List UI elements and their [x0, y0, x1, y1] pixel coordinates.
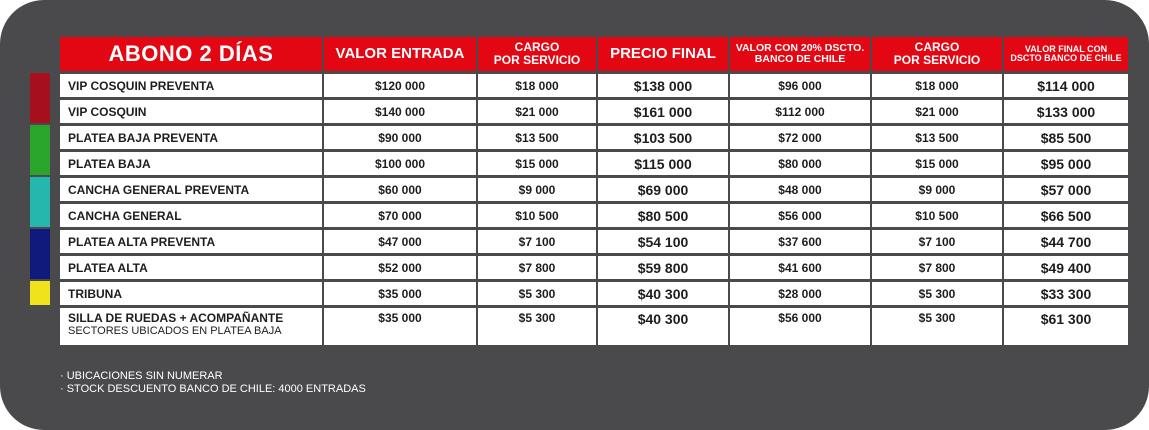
table-title: ABONO 2 DÍAS — [60, 37, 322, 71]
cell-precio-final: $138 000 — [598, 74, 728, 97]
cell-cargo: $9 000 — [478, 178, 596, 201]
table-row — [60, 100, 1128, 123]
cell-cargo-2: $21 000 — [872, 100, 1002, 123]
table-row — [60, 256, 1128, 279]
header-line: POR SERVICIO — [893, 53, 981, 67]
table-row — [60, 126, 1128, 149]
header-line: VALOR FINAL CON — [1024, 43, 1108, 54]
cell-cargo-2: $7 100 — [872, 230, 1002, 253]
footnote: · STOCK DESCUENTO BANCO DE CHILE: 4000 ENTRADAS — [60, 383, 366, 395]
cell-valor-entrada: $60 000 — [324, 178, 476, 201]
table-row — [60, 204, 1128, 227]
header-valor-entrada: VALOR ENTRADA — [324, 37, 476, 71]
cell-valor-entrada: $140 000 — [324, 100, 476, 123]
cell-precio-final: $103 500 — [598, 126, 728, 149]
cell-valor-dscto: $37 600 — [730, 230, 870, 253]
cell-cargo: $5 300 — [478, 308, 596, 345]
cell-precio-final: $115 000 — [598, 152, 728, 175]
table-row — [60, 178, 1128, 201]
table-row — [60, 74, 1128, 97]
cell-final-dscto: $114 000 — [1004, 74, 1128, 97]
row-name-main: SILLA DE RUEDAS + ACOMPAÑANTE — [68, 311, 284, 325]
cell-final-dscto: $44 700 — [1004, 230, 1128, 253]
sector-color-platea-alta — [30, 229, 50, 279]
cell-precio-final: $40 300 — [598, 282, 728, 305]
row-name: VIP COSQUIN PREVENTA — [60, 74, 322, 97]
cell-cargo-2: $5 300 — [872, 282, 1002, 305]
cell-valor-dscto: $72 000 — [730, 126, 870, 149]
cell-precio-final: $80 500 — [598, 204, 728, 227]
cell-cargo: $5 300 — [478, 282, 596, 305]
row-name-sub: SECTORES UBICADOS EN PLATEA BAJA — [68, 325, 282, 337]
cell-valor-entrada: $70 000 — [324, 204, 476, 227]
cell-final-dscto: $66 500 — [1004, 204, 1128, 227]
row-name: VIP COSQUIN — [60, 100, 322, 123]
row-name: CANCHA GENERAL PREVENTA — [60, 178, 322, 201]
cell-valor-dscto: $48 000 — [730, 178, 870, 201]
header-cargo-servicio — [478, 37, 596, 71]
row-name: CANCHA GENERAL — [60, 204, 322, 227]
header-line: CARGO — [914, 40, 960, 55]
row-name: PLATEA BAJA — [60, 152, 322, 175]
cell-valor-entrada: $35 000 — [324, 282, 476, 305]
table-row — [60, 230, 1128, 253]
header-line: BANCO DE CHILE — [754, 53, 846, 65]
price-table — [58, 34, 1130, 348]
row-name: PLATEA ALTA — [60, 256, 322, 279]
cell-cargo-2: $5 300 — [872, 308, 1002, 345]
header-valor-final-dscto — [1004, 37, 1128, 71]
row-name — [60, 308, 322, 345]
cell-cargo: $15 000 — [478, 152, 596, 175]
cell-valor-dscto: $56 000 — [730, 308, 870, 345]
cell-final-dscto: $85 500 — [1004, 126, 1128, 149]
row-name: PLATEA BAJA PREVENTA — [60, 126, 322, 149]
sector-color-cancha-general — [30, 177, 50, 227]
cell-precio-final: $54 100 — [598, 230, 728, 253]
header-row — [60, 37, 1128, 71]
sector-color-platea-baja — [30, 125, 50, 175]
cell-cargo-2: $9 000 — [872, 178, 1002, 201]
cell-cargo: $18 000 — [478, 74, 596, 97]
cell-valor-entrada: $90 000 — [324, 126, 476, 149]
cell-cargo-2: $7 800 — [872, 256, 1002, 279]
cell-valor-dscto: $112 000 — [730, 100, 870, 123]
cell-precio-final: $161 000 — [598, 100, 728, 123]
header-line: CARGO — [514, 40, 560, 55]
cell-final-dscto: $133 000 — [1004, 100, 1128, 123]
cell-cargo-2: $15 000 — [872, 152, 1002, 175]
cell-final-dscto: $95 000 — [1004, 152, 1128, 175]
cell-final-dscto: $49 400 — [1004, 256, 1128, 279]
cell-cargo: $21 000 — [478, 100, 596, 123]
row-name: PLATEA ALTA PREVENTA — [60, 230, 322, 253]
cell-cargo: $10 500 — [478, 204, 596, 227]
cell-final-dscto: $57 000 — [1004, 178, 1128, 201]
header-valor-dscto — [730, 37, 870, 71]
cell-cargo-2: $10 500 — [872, 204, 1002, 227]
cell-valor-entrada: $100 000 — [324, 152, 476, 175]
footnote: · UBICACIONES SIN NUMERAR — [60, 370, 223, 382]
header-cargo-servicio-2 — [872, 37, 1002, 71]
cell-precio-final: $59 800 — [598, 256, 728, 279]
cell-cargo-2: $18 000 — [872, 74, 1002, 97]
footnotes — [60, 370, 366, 396]
cell-final-dscto: $61 300 — [1004, 308, 1128, 345]
cell-valor-dscto: $41 600 — [730, 256, 870, 279]
cell-cargo: $7 100 — [478, 230, 596, 253]
cell-valor-entrada: $120 000 — [324, 74, 476, 97]
header-line: POR SERVICIO — [493, 53, 581, 67]
cell-valor-dscto: $56 000 — [730, 204, 870, 227]
table-row — [60, 308, 1128, 345]
table-row — [60, 152, 1128, 175]
cell-valor-dscto: $28 000 — [730, 282, 870, 305]
cell-valor-dscto: $96 000 — [730, 74, 870, 97]
cell-valor-dscto: $80 000 — [730, 152, 870, 175]
cell-valor-entrada: $35 000 — [324, 308, 476, 345]
cell-valor-entrada: $52 000 — [324, 256, 476, 279]
header-line: VALOR CON 20% DSCTO. — [735, 41, 865, 54]
cell-final-dscto: $33 300 — [1004, 282, 1128, 305]
cell-precio-final: $69 000 — [598, 178, 728, 201]
sector-color-tribuna — [30, 281, 50, 305]
table-row — [60, 282, 1128, 305]
sector-color-vip — [30, 73, 50, 123]
cell-cargo-2: $13 500 — [872, 126, 1002, 149]
header-precio-final: PRECIO FINAL — [598, 37, 728, 71]
row-name: TRIBUNA — [60, 282, 322, 305]
cell-precio-final: $40 300 — [598, 308, 728, 345]
header-line: DSCTO BANCO DE CHILE — [1010, 53, 1122, 63]
cell-valor-entrada: $47 000 — [324, 230, 476, 253]
cell-cargo: $13 500 — [478, 126, 596, 149]
cell-cargo: $7 800 — [478, 256, 596, 279]
